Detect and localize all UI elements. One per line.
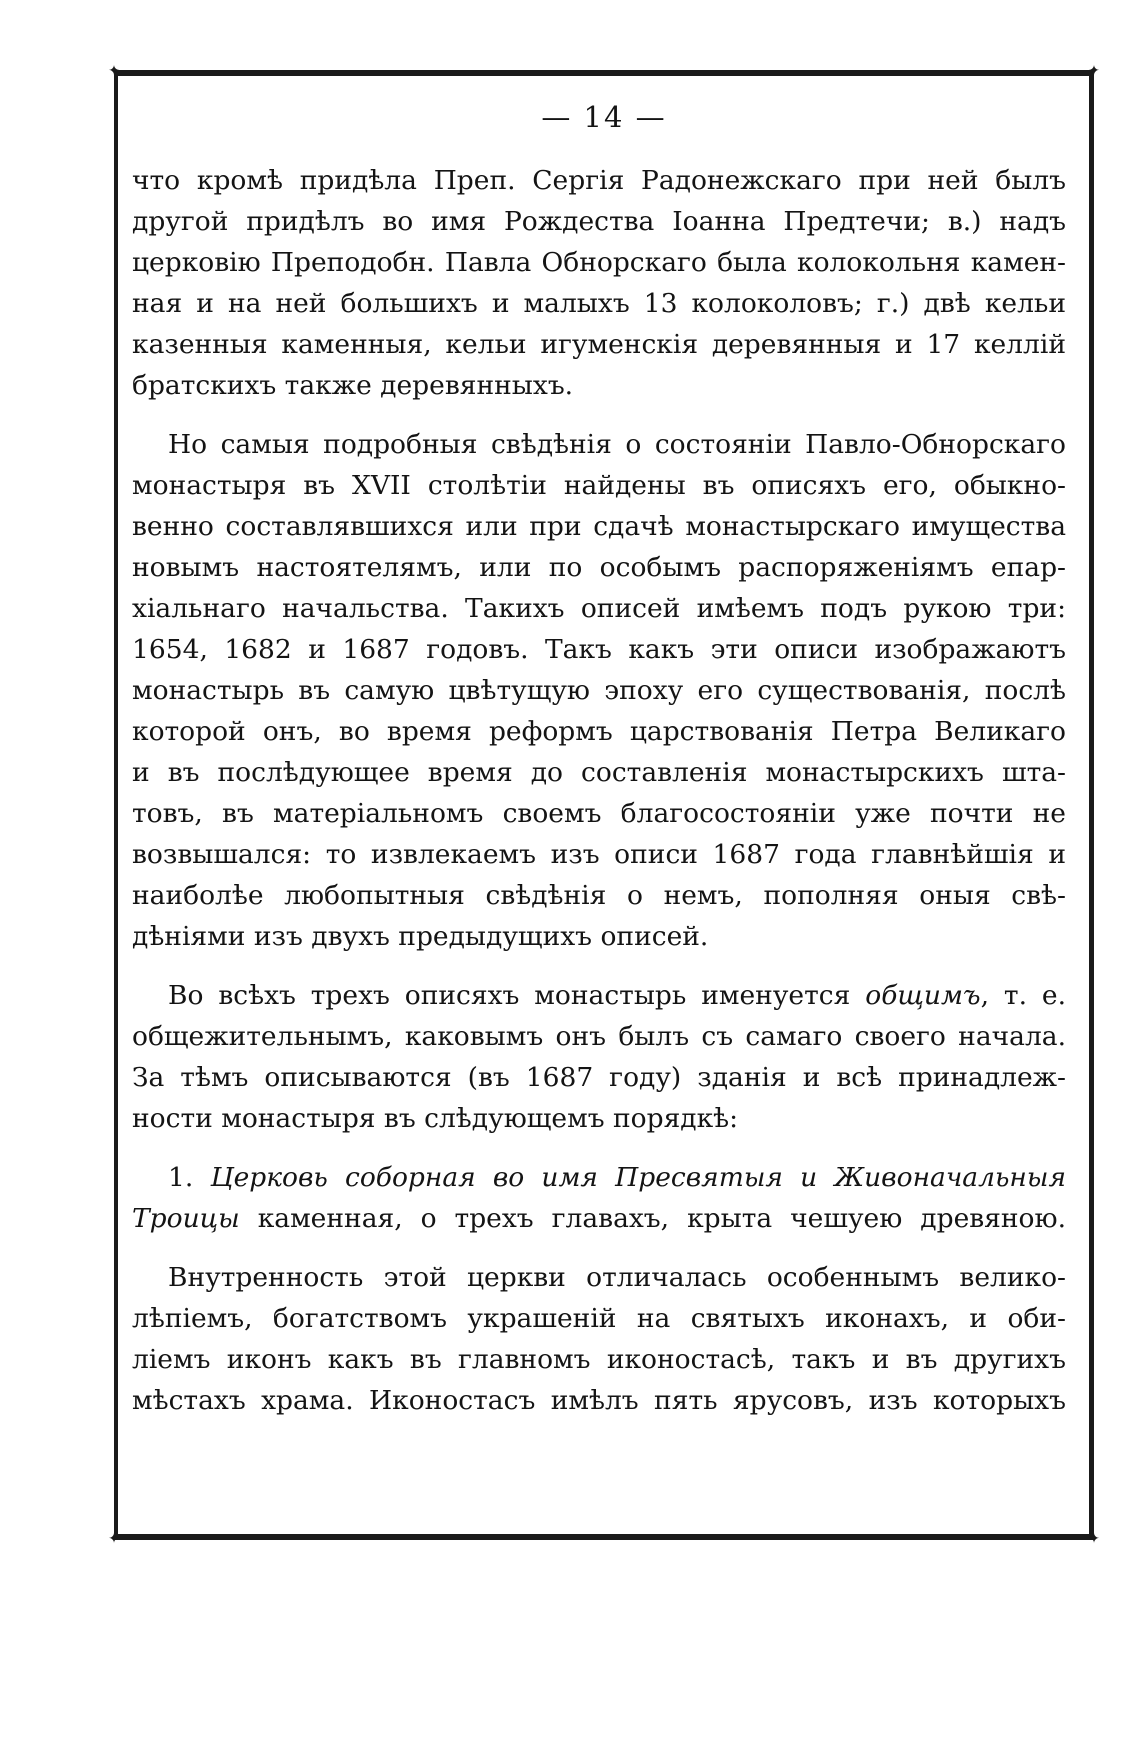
text-line: ліемъ иконъ какъ въ главномъ иконостасѣ, такъ и въ другихъ bbox=[132, 1344, 1066, 1375]
text-line: ности монастыря въ слѣдующемъ порядкѣ: bbox=[132, 1103, 739, 1134]
text-line: дѣніями изъ двухъ предыдущихъ описей. bbox=[132, 921, 709, 952]
text-line: 1. Церковь соборная во имя Пресвятыя и Живоначальныя bbox=[168, 1162, 1066, 1193]
text-line: возвышался: то извлекаемъ изъ описи 1687 года главнѣйшія и bbox=[132, 839, 1066, 870]
page-body-text bbox=[132, 160, 1066, 1421]
paragraph-3 bbox=[132, 975, 1066, 1139]
text-line: венно составлявшихся или при сдачѣ монастырскаго имущества bbox=[132, 511, 1066, 542]
italic-term: общимъ bbox=[865, 980, 981, 1011]
text-line: ная и на ней большихъ и малыхъ 13 колоколовъ; г.) двѣ кельи bbox=[132, 288, 1066, 319]
corner-ornament-icon: ✦ bbox=[108, 1531, 120, 1547]
text-line: Но самыя подробныя свѣдѣнія о состояніи Павло-Обнорскаго bbox=[168, 429, 1066, 460]
text-line: что кромѣ придѣла Преп. Сергія Радонежскаго при ней былъ bbox=[132, 165, 1066, 196]
corner-ornament-icon: ✦ bbox=[108, 63, 120, 79]
text-line: монастырь въ самую цвѣтущую эпоху его существованія, послѣ bbox=[132, 675, 1066, 706]
left-border-rule bbox=[114, 70, 118, 1540]
text-line: казенныя каменныя, кельи игуменскія деревянныя и 17 келлій bbox=[132, 329, 1066, 360]
corner-ornament-icon: ✦ bbox=[1088, 1531, 1100, 1547]
paragraph-1 bbox=[132, 160, 1066, 406]
paragraph-4-numbered-item bbox=[132, 1157, 1066, 1239]
text-line: Во всѣхъ трехъ описяхъ монастырь именуется общимъ, т. е. bbox=[168, 980, 1066, 1011]
text-line: 1654, 1682 и 1687 годовъ. Такъ какъ эти описи изображаютъ bbox=[132, 634, 1066, 665]
text-line: наиболѣе любопытныя свѣдѣнія о немъ, пополняя оныя свѣ- bbox=[132, 880, 1066, 911]
italic-heading: Троицы bbox=[132, 1203, 240, 1234]
paragraph-2 bbox=[132, 424, 1066, 957]
page-border-frame bbox=[108, 63, 1100, 1547]
corner-ornament-icon: ✦ bbox=[1088, 63, 1100, 79]
text-line: Внутренность этой церкви отличалась особеннымъ велико- bbox=[168, 1262, 1066, 1293]
right-border-rule bbox=[1089, 70, 1094, 1540]
text-line: лѣпіемъ, богатствомъ украшеній на святыхъ иконахъ, и оби- bbox=[132, 1303, 1066, 1334]
text-line: За тѣмъ описываются (въ 1687 году) зданія и всѣ принадлеж- bbox=[132, 1062, 1066, 1093]
top-border-rule bbox=[114, 70, 1094, 76]
text-line: церковію Преподобн. Павла Обнорскаго была колокольня камен- bbox=[132, 247, 1066, 278]
text-line: которой онъ, во время реформъ царствованія Петра Великаго bbox=[132, 716, 1066, 747]
text-line: Троицы каменная, о трехъ главахъ, крыта чешуею древяною. bbox=[132, 1203, 1066, 1234]
text-line: хіальнаго начальства. Такихъ описей имѣемъ подъ рукою три: bbox=[132, 593, 1066, 624]
paragraph-5 bbox=[132, 1257, 1066, 1421]
page-number: — 14 — bbox=[541, 100, 667, 134]
text-line: новымъ настоятелямъ, или по особымъ распоряженіямъ епар- bbox=[132, 552, 1066, 583]
text-line: товъ, въ матеріальномъ своемъ благосостояніи уже почти не bbox=[132, 798, 1066, 829]
text-line: братскихъ также деревянныхъ. bbox=[132, 370, 574, 401]
text-line: другой придѣлъ во имя Рождества Іоанна Предтечи; в.) надъ bbox=[132, 206, 1066, 237]
text-line: и въ послѣдующее время до составленія монастырскихъ шта- bbox=[132, 757, 1066, 788]
text-line: монастыря въ XVII столѣтіи найдены въ описяхъ его, обыкно- bbox=[132, 470, 1066, 501]
bottom-border-rule bbox=[114, 1534, 1094, 1540]
italic-heading: Церковь соборная во имя Пресвятыя и Живоначальныя bbox=[210, 1162, 1066, 1193]
text-line: мѣстахъ храма. Иконостасъ имѣлъ пять ярусовъ, изъ которыхъ bbox=[132, 1385, 1066, 1416]
text-line: общежительнымъ, каковымъ онъ былъ съ самаго своего начала. bbox=[132, 1021, 1066, 1052]
